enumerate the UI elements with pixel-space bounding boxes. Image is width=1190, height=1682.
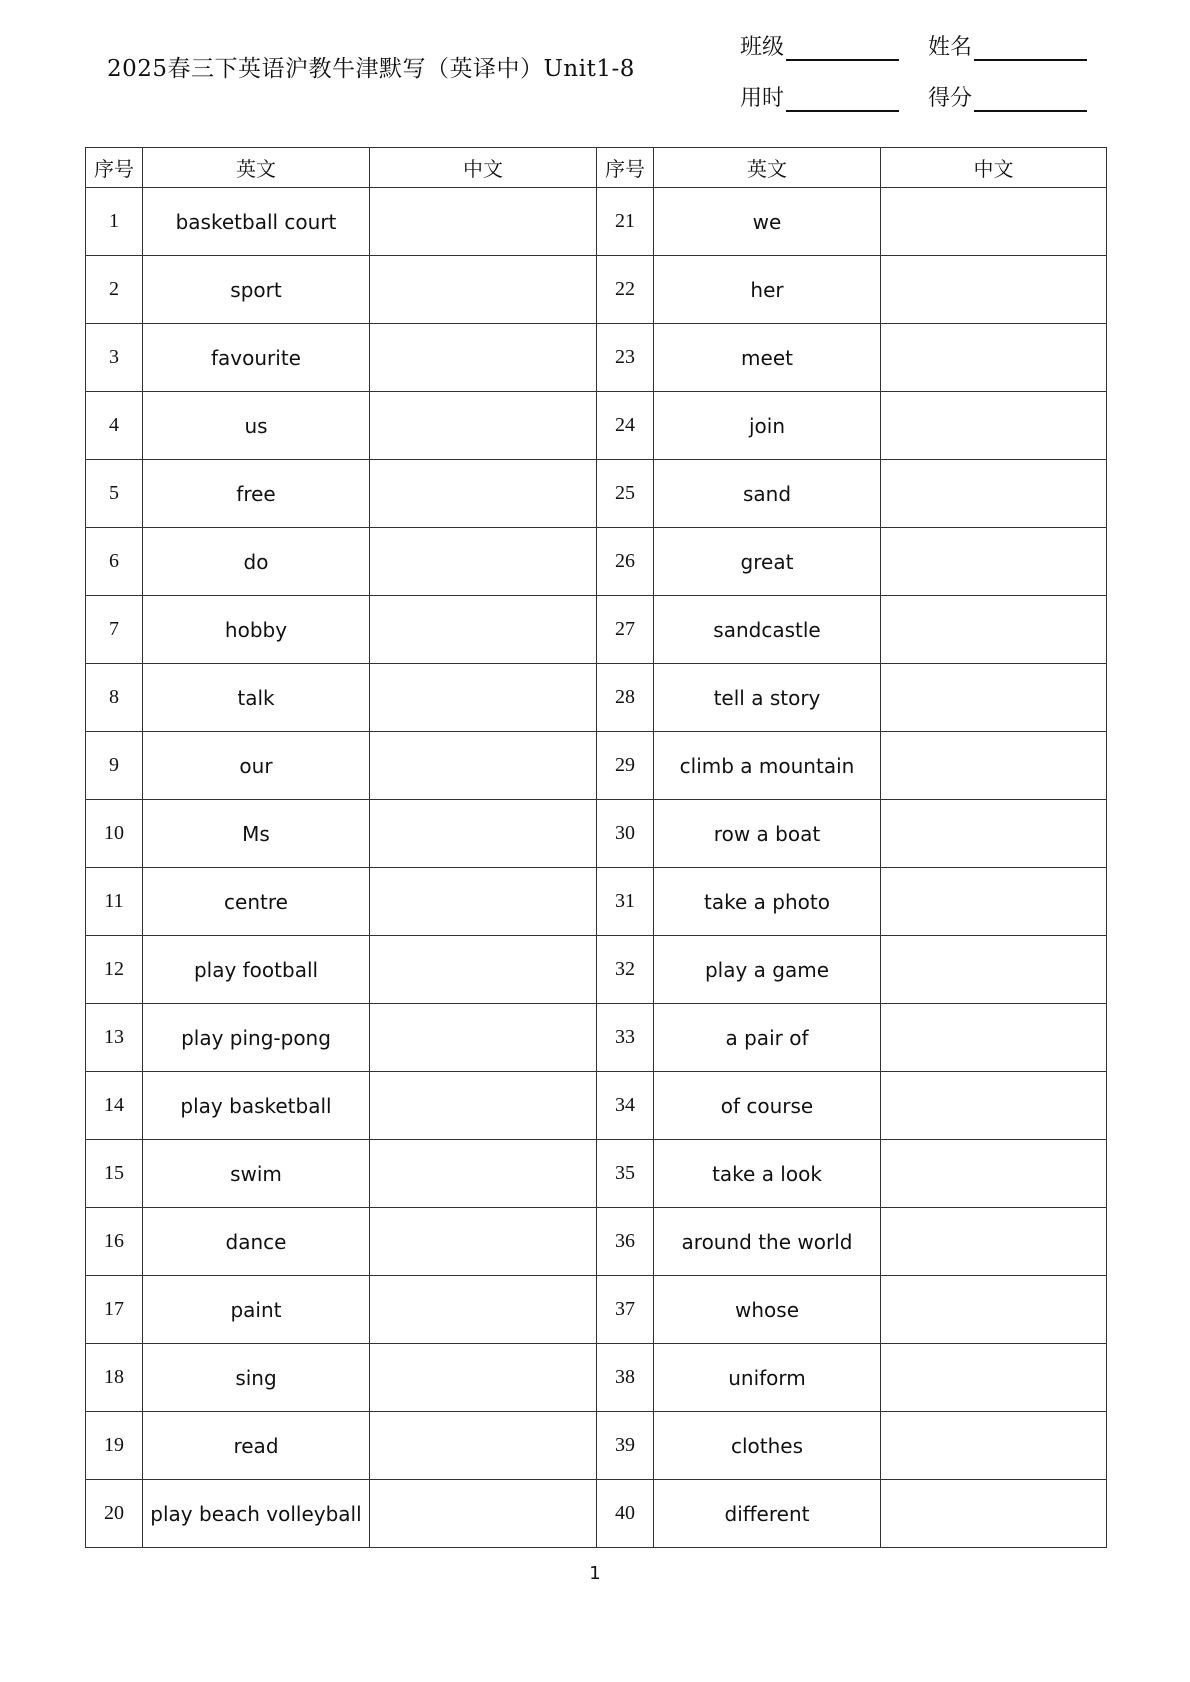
table-row <box>86 460 1107 528</box>
chinese-answer-cell[interactable] <box>370 460 597 528</box>
table-row <box>86 1276 1107 1344</box>
english-word: hobby <box>143 596 370 664</box>
english-word: us <box>143 392 370 460</box>
chinese-answer-cell[interactable] <box>881 324 1107 392</box>
header-chinese: 中文 <box>881 148 1107 188</box>
item-number: 33 <box>597 1004 654 1072</box>
chinese-answer-cell[interactable] <box>370 392 597 460</box>
table-row <box>86 1480 1107 1548</box>
english-word: dance <box>143 1208 370 1276</box>
item-number: 31 <box>597 868 654 936</box>
english-word: join <box>654 392 881 460</box>
time-label: 用时 <box>740 86 785 111</box>
dictation-table <box>85 147 1107 1548</box>
chinese-answer-cell[interactable] <box>370 528 597 596</box>
class-blank[interactable] <box>786 37 899 61</box>
class-label: 班级 <box>740 35 785 60</box>
name-field[interactable] <box>928 30 1087 61</box>
english-word: play beach volleyball <box>143 1480 370 1548</box>
chinese-answer-cell[interactable] <box>370 1276 597 1344</box>
item-number: 38 <box>597 1344 654 1412</box>
header-english: 英文 <box>143 148 370 188</box>
chinese-answer-cell[interactable] <box>881 392 1107 460</box>
english-word: favourite <box>143 324 370 392</box>
item-number: 8 <box>86 664 143 732</box>
chinese-answer-cell[interactable] <box>370 936 597 1004</box>
table-row <box>86 664 1107 732</box>
name-label: 姓名 <box>928 35 973 60</box>
chinese-answer-cell[interactable] <box>370 1140 597 1208</box>
chinese-answer-cell[interactable] <box>881 1412 1107 1480</box>
english-word: we <box>654 188 881 256</box>
chinese-answer-cell[interactable] <box>370 732 597 800</box>
chinese-answer-cell[interactable] <box>370 256 597 324</box>
item-number: 13 <box>86 1004 143 1072</box>
class-field[interactable] <box>740 30 899 61</box>
item-number: 20 <box>86 1480 143 1548</box>
item-number: 9 <box>86 732 143 800</box>
english-word: paint <box>143 1276 370 1344</box>
table-row <box>86 868 1107 936</box>
chinese-answer-cell[interactable] <box>881 1004 1107 1072</box>
chinese-answer-cell[interactable] <box>370 1004 597 1072</box>
table-row <box>86 256 1107 324</box>
english-word: take a look <box>654 1140 881 1208</box>
english-word: play a game <box>654 936 881 1004</box>
item-number: 37 <box>597 1276 654 1344</box>
item-number: 19 <box>86 1412 143 1480</box>
score-blank[interactable] <box>974 88 1087 112</box>
english-word: her <box>654 256 881 324</box>
english-word: sand <box>654 460 881 528</box>
table-row <box>86 1344 1107 1412</box>
chinese-answer-cell[interactable] <box>881 1072 1107 1140</box>
chinese-answer-cell[interactable] <box>370 324 597 392</box>
chinese-answer-cell[interactable] <box>370 800 597 868</box>
item-number: 36 <box>597 1208 654 1276</box>
chinese-answer-cell[interactable] <box>881 1208 1107 1276</box>
chinese-answer-cell[interactable] <box>370 1344 597 1412</box>
english-word: swim <box>143 1140 370 1208</box>
item-number: 7 <box>86 596 143 664</box>
english-word: meet <box>654 324 881 392</box>
english-word: tell a story <box>654 664 881 732</box>
chinese-answer-cell[interactable] <box>881 596 1107 664</box>
item-number: 29 <box>597 732 654 800</box>
item-number: 2 <box>86 256 143 324</box>
chinese-answer-cell[interactable] <box>881 256 1107 324</box>
english-word: a pair of <box>654 1004 881 1072</box>
name-blank[interactable] <box>974 37 1087 61</box>
item-number: 18 <box>86 1344 143 1412</box>
item-number: 16 <box>86 1208 143 1276</box>
chinese-answer-cell[interactable] <box>881 1276 1107 1344</box>
score-label: 得分 <box>928 86 973 111</box>
header-number: 序号 <box>86 148 143 188</box>
english-word: row a boat <box>654 800 881 868</box>
time-field[interactable] <box>740 81 899 112</box>
item-number: 28 <box>597 664 654 732</box>
table-row <box>86 1072 1107 1140</box>
english-word: different <box>654 1480 881 1548</box>
english-word: Ms <box>143 800 370 868</box>
table-row <box>86 936 1107 1004</box>
item-number: 40 <box>597 1480 654 1548</box>
item-number: 27 <box>597 596 654 664</box>
header-chinese: 中文 <box>370 148 597 188</box>
english-word: of course <box>654 1072 881 1140</box>
english-word: take a photo <box>654 868 881 936</box>
chinese-answer-cell[interactable] <box>881 664 1107 732</box>
item-number: 34 <box>597 1072 654 1140</box>
item-number: 15 <box>86 1140 143 1208</box>
english-word: free <box>143 460 370 528</box>
english-word: play ping-pong <box>143 1004 370 1072</box>
chinese-answer-cell[interactable] <box>881 188 1107 256</box>
english-word: whose <box>654 1276 881 1344</box>
english-word: do <box>143 528 370 596</box>
chinese-answer-cell[interactable] <box>370 596 597 664</box>
chinese-answer-cell[interactable] <box>881 1480 1107 1548</box>
english-word: play basketball <box>143 1072 370 1140</box>
item-number: 23 <box>597 324 654 392</box>
item-number: 1 <box>86 188 143 256</box>
item-number: 10 <box>86 800 143 868</box>
chinese-answer-cell[interactable] <box>370 1480 597 1548</box>
english-word: basketball court <box>143 188 370 256</box>
item-number: 39 <box>597 1412 654 1480</box>
chinese-answer-cell[interactable] <box>881 800 1107 868</box>
header-number: 序号 <box>597 148 654 188</box>
item-number: 6 <box>86 528 143 596</box>
item-number: 30 <box>597 800 654 868</box>
english-word: centre <box>143 868 370 936</box>
english-word: our <box>143 732 370 800</box>
english-word: great <box>654 528 881 596</box>
chinese-answer-cell[interactable] <box>370 1208 597 1276</box>
time-blank[interactable] <box>786 88 899 112</box>
item-number: 35 <box>597 1140 654 1208</box>
item-number: 5 <box>86 460 143 528</box>
chinese-answer-cell[interactable] <box>881 528 1107 596</box>
table-row <box>86 1140 1107 1208</box>
table-row <box>86 732 1107 800</box>
table-header-row <box>86 148 1107 188</box>
table-row <box>86 188 1107 256</box>
table-row <box>86 392 1107 460</box>
chinese-answer-cell[interactable] <box>881 1140 1107 1208</box>
chinese-answer-cell[interactable] <box>370 1072 597 1140</box>
page-number: 1 <box>589 1563 601 1584</box>
english-word: sandcastle <box>654 596 881 664</box>
table-row <box>86 528 1107 596</box>
item-number: 14 <box>86 1072 143 1140</box>
english-word: play football <box>143 936 370 1004</box>
chinese-answer-cell[interactable] <box>881 1344 1107 1412</box>
english-word: talk <box>143 664 370 732</box>
english-word: sport <box>143 256 370 324</box>
table-row <box>86 596 1107 664</box>
table-row <box>86 1412 1107 1480</box>
item-number: 11 <box>86 868 143 936</box>
item-number: 22 <box>597 256 654 324</box>
worksheet-title: 2025春三下英语沪教牛津默写（英译中）Unit1-8 <box>107 56 635 82</box>
english-word: climb a mountain <box>654 732 881 800</box>
english-word: sing <box>143 1344 370 1412</box>
score-field[interactable] <box>928 81 1087 112</box>
chinese-answer-cell[interactable] <box>881 460 1107 528</box>
header-english: 英文 <box>654 148 881 188</box>
item-number: 3 <box>86 324 143 392</box>
item-number: 24 <box>597 392 654 460</box>
item-number: 12 <box>86 936 143 1004</box>
item-number: 4 <box>86 392 143 460</box>
chinese-answer-cell[interactable] <box>881 732 1107 800</box>
table-row <box>86 324 1107 392</box>
chinese-answer-cell[interactable] <box>370 1412 597 1480</box>
item-number: 21 <box>597 188 654 256</box>
table-row <box>86 1004 1107 1072</box>
table-row <box>86 800 1107 868</box>
chinese-answer-cell[interactable] <box>370 868 597 936</box>
english-word: clothes <box>654 1412 881 1480</box>
english-word: around the world <box>654 1208 881 1276</box>
chinese-answer-cell[interactable] <box>881 936 1107 1004</box>
item-number: 26 <box>597 528 654 596</box>
item-number: 17 <box>86 1276 143 1344</box>
chinese-answer-cell[interactable] <box>370 188 597 256</box>
table-row <box>86 1208 1107 1276</box>
item-number: 32 <box>597 936 654 1004</box>
english-word: read <box>143 1412 370 1480</box>
item-number: 25 <box>597 460 654 528</box>
chinese-answer-cell[interactable] <box>370 664 597 732</box>
chinese-answer-cell[interactable] <box>881 868 1107 936</box>
english-word: uniform <box>654 1344 881 1412</box>
